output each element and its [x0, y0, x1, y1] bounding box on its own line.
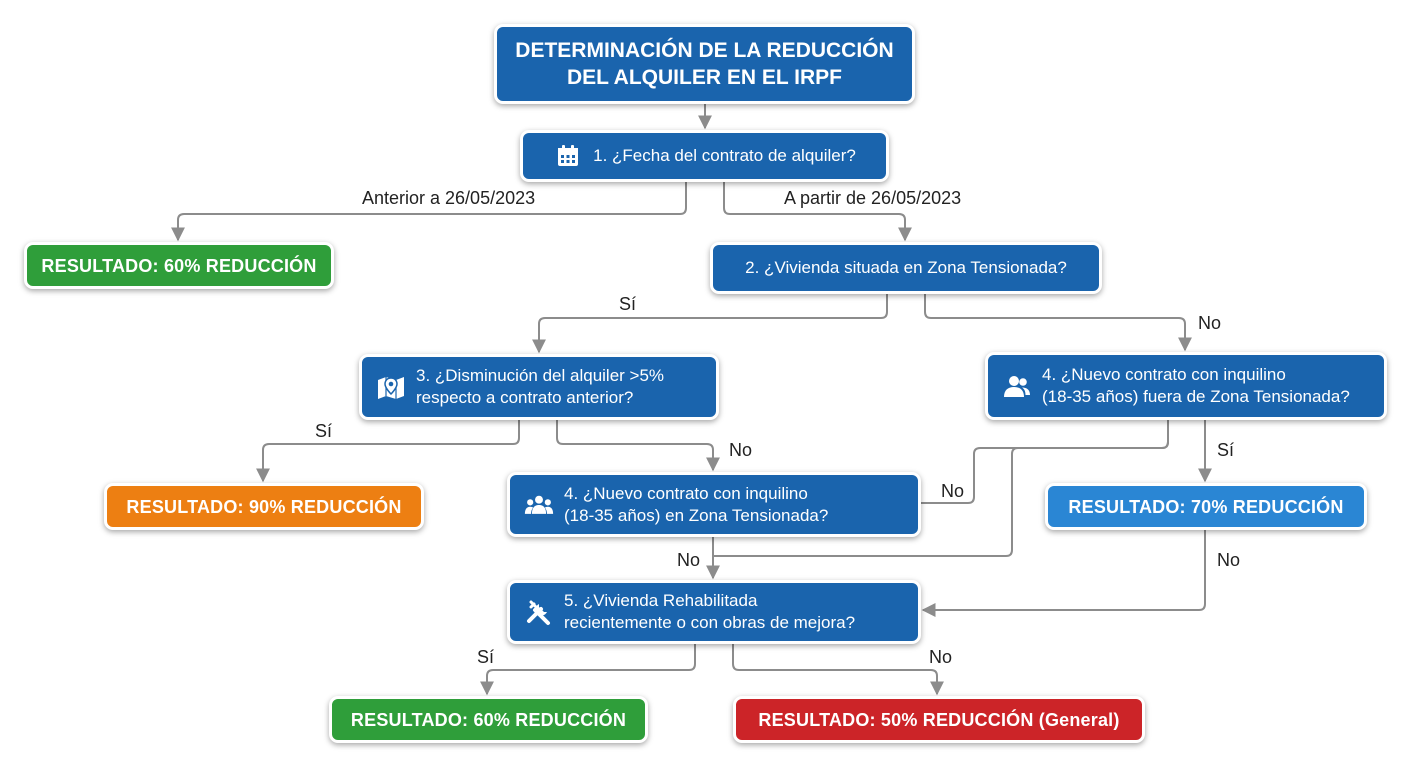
result-60-before-2023: RESULTADO: 60% REDUCCIÓN — [24, 242, 334, 289]
edge-q3-yes — [263, 418, 519, 481]
edge-q5-yes — [487, 644, 695, 694]
edge-label-q5-yes: Sí — [477, 647, 495, 667]
question-2-tensioned-zone — [710, 242, 1102, 294]
edge-label-q2-yes: Sí — [619, 294, 637, 314]
edge-q2-yes — [539, 292, 887, 352]
result-90: RESULTADO: 90% REDUCCIÓN — [104, 483, 424, 530]
edge-r70-no-to-q5 — [923, 530, 1205, 610]
result-50-general: RESULTADO: 50% REDUCCIÓN (General) — [733, 696, 1145, 743]
tools-icon — [524, 597, 554, 627]
question-5-text: 5. ¿Vivienda Rehabilitada recientemente o con obras de mejora? — [564, 591, 856, 632]
users-icon — [1002, 371, 1032, 401]
edge-label-q3-yes: Sí — [315, 421, 333, 441]
question-4a-text: 4. ¿Nuevo contrato con inquilino (18-35 años) en Zona Tensionada? — [564, 483, 829, 525]
edge-label-r70-no: No — [1217, 550, 1241, 570]
question-2-text: 2. ¿Vivienda situada en Zona Tensionada? — [745, 258, 1067, 277]
edge-label-q3-no: No — [729, 440, 753, 460]
edge-label-before-date: Anterior a 26/05/2023 — [362, 188, 536, 208]
calendar-icon — [553, 141, 583, 171]
question-1-text: 1. ¿Fecha del contrato de alquiler? — [593, 146, 856, 165]
edge-label-after-date: A partir de 26/05/2023 — [784, 188, 962, 208]
result-70: RESULTADO: 70% REDUCCIÓN — [1045, 483, 1367, 530]
question-1-contract-date — [520, 130, 889, 182]
group-icon — [524, 490, 554, 520]
edge-q2-no — [925, 292, 1185, 350]
map-pin-icon — [376, 372, 406, 402]
edge-label-q5-no: No — [929, 647, 953, 667]
edge-q5-no — [733, 644, 937, 694]
question-5-rehabilitated — [507, 580, 921, 644]
edge-label-q4b-no-to-q4a: No — [941, 481, 965, 501]
edge-q3-no — [557, 418, 713, 470]
edge-label-q4a-no: No — [677, 550, 701, 570]
question-4-new-tenant-outside-zone — [985, 352, 1387, 420]
question-3-text: 3. ¿Disminución del alquiler >5% respecto a contrato anterior? — [416, 366, 665, 407]
question-4b-text: 4. ¿Nuevo contrato con inquilino (18-35 años) fuera de Zona Tensionada? — [1042, 365, 1350, 406]
question-4-new-tenant-in-zone — [507, 472, 921, 537]
edge-label-q4b-yes: Sí — [1217, 440, 1235, 460]
result-60-rehabilitated: RESULTADO: 60% REDUCCIÓN — [329, 696, 648, 743]
edge-label-q2-no: No — [1198, 313, 1222, 333]
question-3-rent-decrease — [359, 354, 719, 420]
diagram-title: DETERMINACIÓN DE LA REDUCCIÓN DEL ALQUILER EN EL IRPF — [494, 24, 915, 104]
